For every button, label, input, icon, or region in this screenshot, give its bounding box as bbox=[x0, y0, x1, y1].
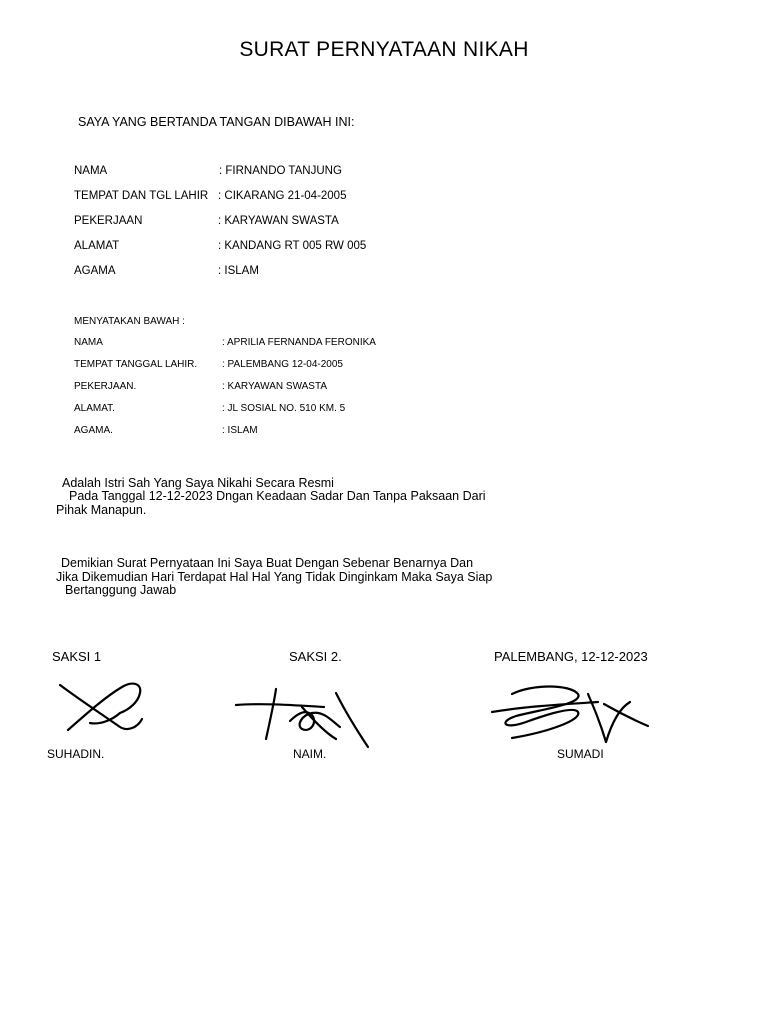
witness1-heading: SAKSI 1 bbox=[52, 649, 102, 664]
place-date: PALEMBANG, 12-12-2023 bbox=[494, 649, 648, 664]
field-label: AGAMA bbox=[74, 265, 116, 277]
field-label: PEKERJAAN bbox=[74, 215, 143, 227]
field-label: NAMA bbox=[74, 165, 108, 177]
witness1-signature bbox=[50, 675, 160, 740]
field-value: : ISLAM bbox=[222, 425, 258, 436]
paragraph-line: Pada Tanggal 12-12-2023 Dngan Keadaan Sadar Dan Tanpa Paksaan Dari bbox=[69, 489, 486, 503]
witness2-name: NAIM. bbox=[293, 747, 327, 761]
document-title: SURAT PERNYATAAN NIKAH bbox=[239, 38, 529, 61]
paragraph-line: Pihak Manapun. bbox=[56, 503, 147, 517]
field-value: : JL SOSIAL NO. 510 KM. 5 bbox=[222, 403, 346, 414]
field-value: : FIRNANDO TANJUNG bbox=[219, 165, 342, 177]
field-value: : CIKARANG 21-04-2005 bbox=[218, 190, 347, 202]
field-label: TEMPAT TANGGAL LAHIR. bbox=[74, 359, 198, 370]
paragraph-line: Adalah Istri Sah Yang Saya Nikahi Secara Resmi bbox=[62, 476, 334, 490]
paragraph-line: Demikian Surat Pernyataan Ini Saya Buat Dengan Sebenar Benarnya Dan bbox=[61, 556, 474, 570]
field-value: : ISLAM bbox=[218, 265, 259, 277]
signer-signature bbox=[488, 682, 658, 752]
field-value: : KARYAWAN SWASTA bbox=[218, 215, 339, 227]
witness2-signature bbox=[232, 683, 382, 753]
paragraph-line: Jika Dikemudian Hari Terdapat Hal Hal Yang Tidak Dinginkam Maka Saya Siap bbox=[56, 570, 493, 584]
field-label: TEMPAT DAN TGL LAHIR bbox=[74, 190, 209, 202]
paragraph-line: Bertanggung Jawab bbox=[65, 583, 177, 597]
witness1-name: SUHADIN. bbox=[47, 747, 105, 761]
declares-heading: MENYATAKAN BAWAH : bbox=[74, 316, 185, 327]
field-label: ALAMAT bbox=[74, 240, 120, 252]
field-value: : PALEMBANG 12-04-2005 bbox=[222, 359, 343, 370]
field-value: : APRILIA FERNANDA FERONIKA bbox=[222, 337, 376, 348]
field-value: : KARYAWAN SWASTA bbox=[222, 381, 328, 392]
field-label: ALAMAT. bbox=[74, 403, 115, 414]
witness2-heading: SAKSI 2. bbox=[289, 649, 342, 664]
field-label: AGAMA. bbox=[74, 425, 113, 436]
signer-name: SUMADI bbox=[557, 747, 604, 761]
intro-text: SAYA YANG BERTANDA TANGAN DIBAWAH INI: bbox=[78, 115, 355, 129]
field-label: PEKERJAAN. bbox=[74, 381, 137, 392]
field-label: NAMA bbox=[74, 337, 103, 348]
field-value: : KANDANG RT 005 RW 005 bbox=[218, 240, 367, 252]
